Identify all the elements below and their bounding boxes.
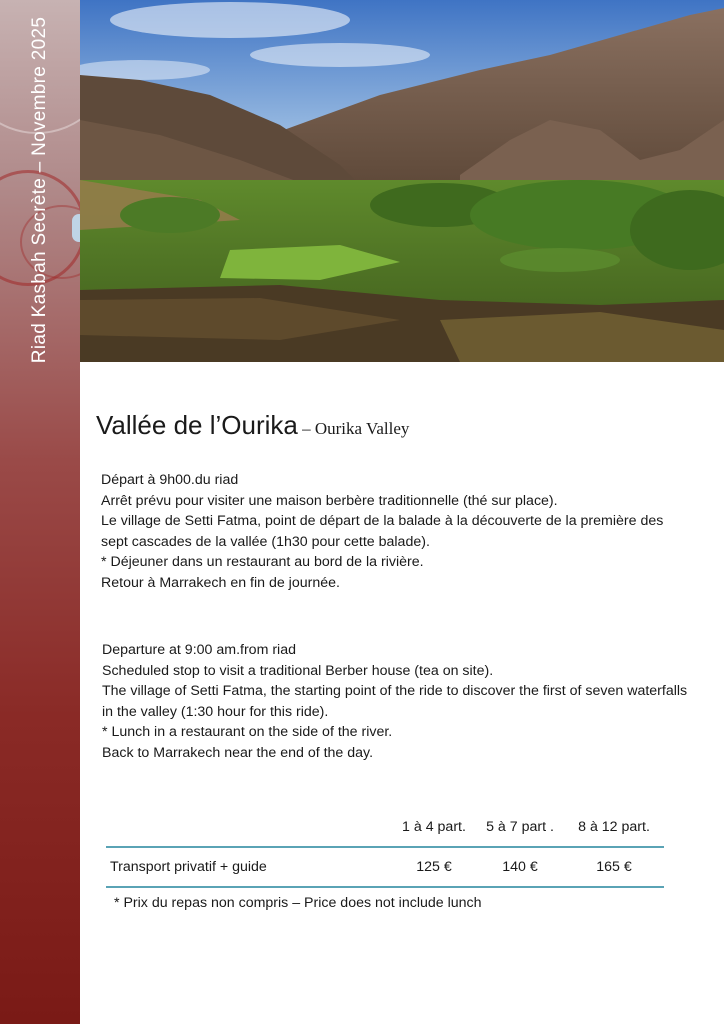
footnote: * Prix du repas non compris – Price does not include lunch — [114, 895, 482, 911]
text-line: Le village de Setti Fatma, point de départ de la balade à la découverte de la première des — [101, 513, 664, 529]
table-cell: 165 € — [596, 859, 632, 875]
text-line: in the valley (1:30 hour for this ride). — [102, 703, 329, 720]
text-line: Arrêt prévu pour visiter une maison berbère traditionnelle (thé sur place). — [101, 492, 558, 509]
text-line: * Déjeuner dans un restaurant au bord de la rivière. — [101, 554, 424, 570]
table-header-cell: 8 à 12 part. — [578, 819, 650, 835]
text-line: sept cascades de la vallée (1h30 pour cette balade). — [101, 533, 430, 550]
english-description — [102, 640, 687, 763]
text-line: Scheduled stop to visit a traditional Berber house (tea on site). — [102, 662, 494, 679]
text-line: Departure at 9:00 am.from riad — [102, 642, 296, 658]
text-line: Départ à 9h00.du riad — [101, 472, 239, 488]
text-line: Back to Marrakech near the end of the day. — [102, 744, 374, 761]
hero-photo — [80, 0, 724, 362]
table-header-cell: 1 à 4 part. — [402, 819, 466, 835]
table-row — [106, 848, 664, 886]
table-row-label: Transport privatif + guide — [110, 859, 267, 875]
table-header-row — [106, 808, 664, 846]
sidebar-header-text: Riad Kasbah Secrète – Novembre 2025 — [29, 16, 50, 364]
table-cell: 125 € — [416, 859, 452, 875]
table-header-cell: 5 à 7 part . — [486, 819, 554, 835]
table-divider — [106, 886, 664, 888]
text-line: The village of Setti Fatma, the starting point of the ride to discover the first of seven waterfalls — [102, 683, 688, 699]
text-line: Retour à Marrakech en fin de journée. — [101, 574, 340, 591]
french-description — [101, 470, 663, 593]
sidebar-banner — [0, 0, 80, 1024]
price-table — [106, 808, 664, 888]
table-cell: 140 € — [502, 859, 538, 875]
title-french: Vallée de l’Ourika — [96, 410, 298, 440]
text-line: * Lunch in a restaurant on the side of the river. — [102, 724, 393, 740]
mountain-valley-photo — [80, 0, 724, 362]
page-title — [96, 410, 409, 441]
title-english: – Ourika Valley — [297, 419, 410, 438]
